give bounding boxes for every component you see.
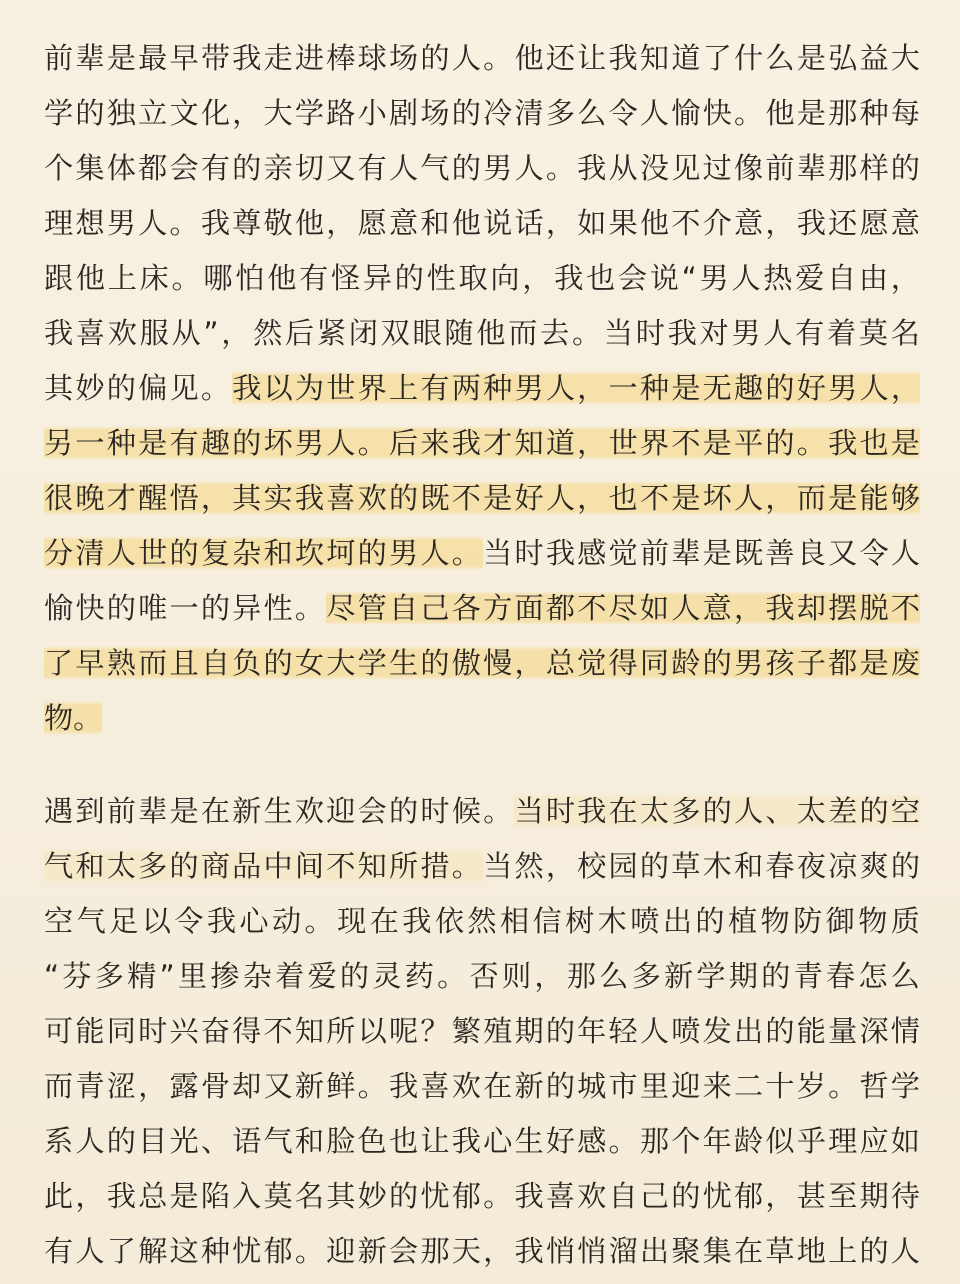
faint-highlighted-text-segment: 当时我在太多的人、太差的空 bbox=[514, 794, 921, 828]
text-line: “芬多精”里掺杂着爱的灵药。否则，那么多新学期的青春怎么 bbox=[44, 959, 920, 993]
highlighted-text-segment: 分清人世的复杂和坎坷的男人。 bbox=[44, 536, 484, 570]
text-line bbox=[44, 361, 920, 416]
faint-highlighted-text-segment: 气和太多的商品中间不知所措。 bbox=[44, 849, 484, 883]
text-line: 可能同时兴奋得不知所以呢？繁殖期的年轻人喷发出的能量深情 bbox=[44, 1014, 920, 1048]
text-line: 理想男人。我尊敬他，愿意和他说话，如果他不介意，我还愿意 bbox=[44, 206, 920, 240]
text-line: 而青涩，露骨却又新鲜。我喜欢在新的城市里迎来二十岁。哲学 bbox=[44, 1069, 920, 1103]
text-line: 学的独立文化，大学路小剧场的冷清多么令人愉快。他是那种每 bbox=[44, 96, 920, 130]
text-line bbox=[44, 526, 920, 581]
highlighted-text-segment: 另一种是有趣的坏男人。后来我才知道，世界不是平的。我也是 bbox=[44, 426, 920, 460]
highlighted-text-segment: 物。 bbox=[44, 701, 103, 735]
text-line bbox=[44, 581, 920, 636]
text-line: 空气足以令我心动。现在我依然相信树木喷出的植物防御物质 bbox=[44, 904, 920, 938]
highlighted-text-segment: 尽管自己各方面都不尽如人意，我却摆脱不 bbox=[326, 591, 921, 625]
highlighted-text-segment: 很晚才醒悟，其实我喜欢的既不是好人，也不是坏人，而是能够 bbox=[44, 481, 920, 515]
plain-text-segment: 愉快的唯一的异性。 bbox=[44, 591, 327, 625]
text-line bbox=[44, 839, 920, 894]
paragraph-2 bbox=[44, 784, 920, 1279]
plain-text-segment: 遇到前辈是在新生欢迎会的时候。 bbox=[44, 794, 515, 828]
text-line bbox=[44, 471, 920, 526]
text-line: 系人的目光、语气和脸色也让我心生好感。那个年龄似乎理应如 bbox=[44, 1124, 920, 1158]
text-line bbox=[44, 636, 920, 691]
text-line bbox=[44, 416, 920, 471]
text-line: 跟他上床。哪怕他有怪异的性取向，我也会说“男人热爱自由， bbox=[44, 261, 920, 295]
text-line: 有人了解这种忧郁。迎新会那天，我悄悄溜出聚集在草地上的人 bbox=[44, 1234, 920, 1268]
text-line bbox=[44, 691, 920, 746]
highlighted-text-segment: 了早熟而且自负的女大学生的傲慢，总觉得同龄的男孩子都是废 bbox=[44, 646, 920, 680]
text-line: 个集体都会有的亲切又有人气的男人。我从没见过像前辈那样的 bbox=[44, 151, 920, 185]
paragraph-1 bbox=[44, 31, 920, 746]
plain-text-segment: 当然，校园的草木和春夜凉爽的 bbox=[483, 849, 921, 883]
text-line: 前辈是最早带我走进棒球场的人。他还让我知道了什么是弘益大 bbox=[44, 41, 920, 75]
text-line bbox=[44, 784, 920, 839]
plain-text-segment: 其妙的偏见。 bbox=[44, 371, 233, 405]
highlighted-text-segment: 我以为世界上有两种男人，一种是无趣的好男人， bbox=[232, 371, 921, 405]
text-line: 此，我总是陷入莫名其妙的忧郁。我喜欢自己的忧郁，甚至期待 bbox=[44, 1179, 920, 1213]
text-line: 我喜欢服从”，然后紧闭双眼随他而去。当时我对男人有着莫名 bbox=[44, 316, 920, 350]
plain-text-segment: 当时我感觉前辈是既善良又令人 bbox=[483, 536, 921, 570]
